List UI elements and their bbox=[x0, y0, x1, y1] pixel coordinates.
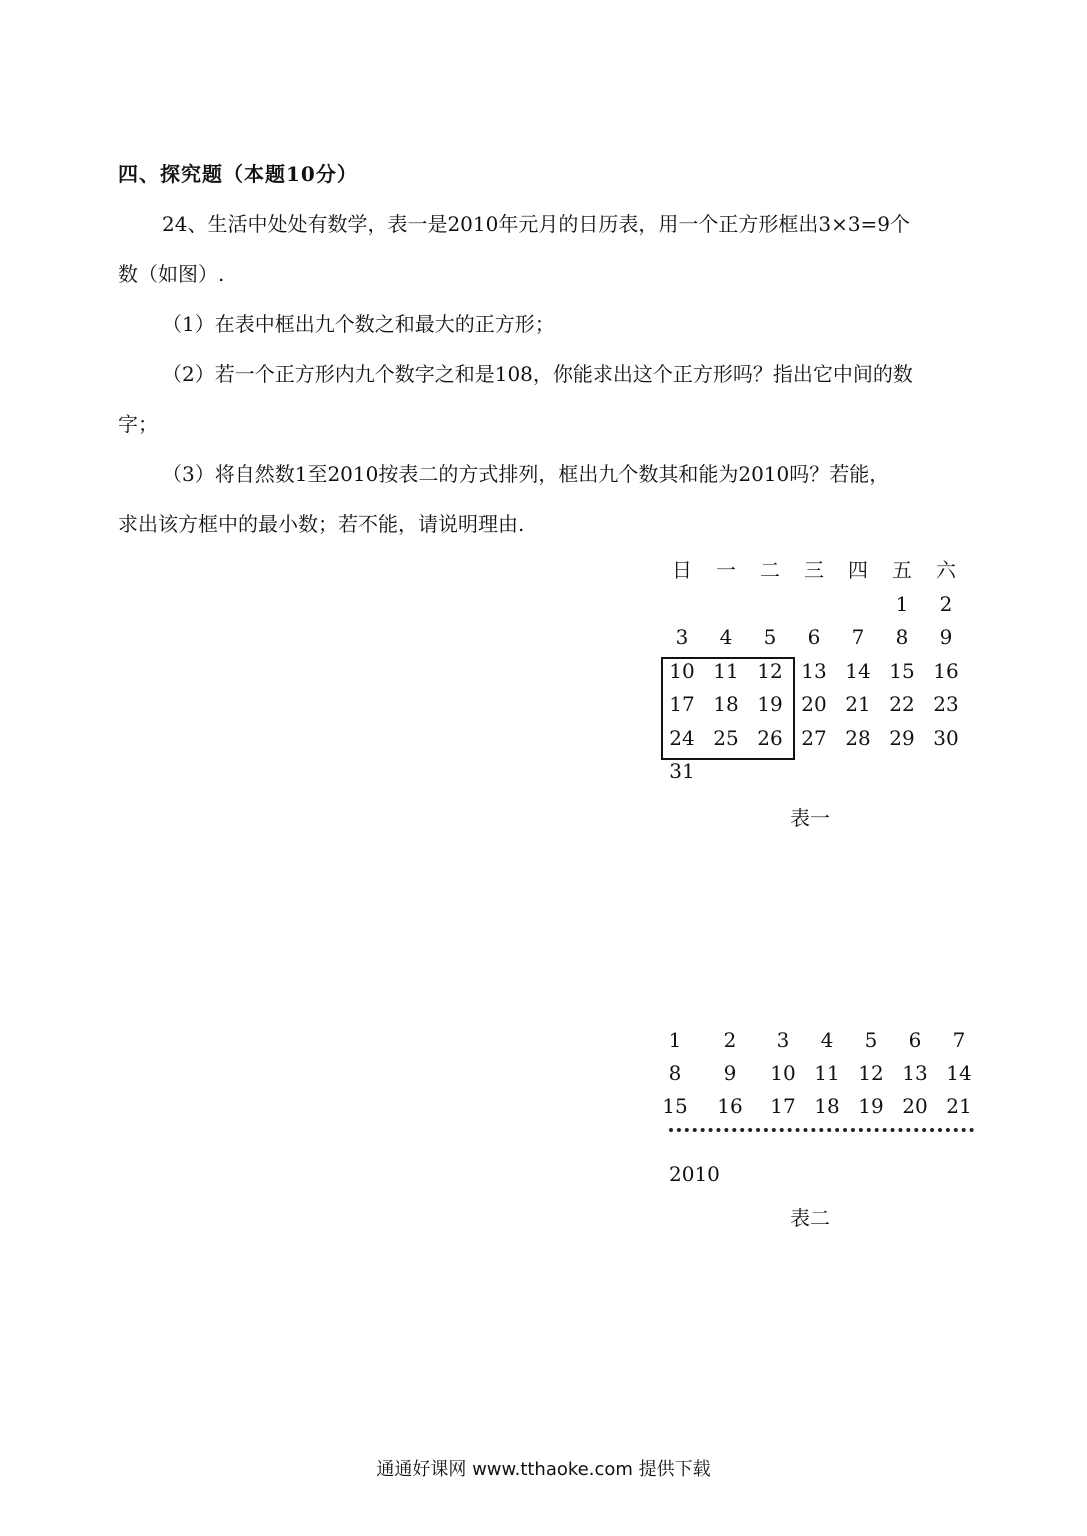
calendar-header-cell: 五 bbox=[892, 558, 912, 582]
calendar-day-cell: 22 bbox=[889, 692, 915, 716]
sub-question-3-line-2: 求出该方框中的最小数；若不能，请说明理由. bbox=[118, 512, 525, 536]
calendar-header-cell: 四 bbox=[848, 558, 868, 582]
table-2-number-cell: 14 bbox=[946, 1061, 972, 1085]
table-2-number-cell: 3 bbox=[776, 1028, 790, 1052]
table-2-number-cell: 7 bbox=[952, 1028, 966, 1052]
table-2-number-cell: 19 bbox=[858, 1094, 884, 1118]
calendar-day-cell: 13 bbox=[801, 658, 827, 683]
calendar-day-cell: 19 bbox=[757, 692, 783, 716]
calendar-header-cell: 六 bbox=[936, 558, 956, 582]
calendar-day-cell: 23 bbox=[933, 692, 959, 716]
calendar-header-cell: 三 bbox=[804, 558, 824, 582]
calendar-day-cell: 11 bbox=[713, 658, 739, 683]
calendar-day-cell: 25 bbox=[713, 725, 739, 750]
calendar-day-cell: 10 bbox=[669, 658, 695, 683]
calendar-header-cell: 二 bbox=[760, 558, 780, 582]
calendar-header-cell: 日 bbox=[672, 558, 692, 582]
sub-question-3-line-1: （3）将自然数1至2010按表二的方式排列，框出九个数其和能为2010吗？若能， bbox=[162, 462, 890, 486]
calendar-day-cell: 28 bbox=[845, 725, 871, 750]
calendar-day-cell: 9 bbox=[939, 625, 953, 649]
sub-question-2-line-1: （2）若一个正方形内九个数字之和是108，你能求出这个正方形吗？指出它中间的数 bbox=[162, 362, 913, 386]
table-2-number-cell: 21 bbox=[946, 1094, 972, 1118]
calendar-day-cell: 1 bbox=[895, 591, 909, 616]
table-2-number-cell: 5 bbox=[864, 1028, 878, 1052]
calendar-day-cell: 24 bbox=[669, 725, 695, 750]
calendar-day-cell: 31 bbox=[669, 759, 695, 783]
calendar-day-cell: 5 bbox=[763, 625, 777, 649]
table-2-caption: 表二 bbox=[790, 1206, 830, 1230]
ellipsis-dotted-line bbox=[669, 1128, 974, 1132]
calendar-day-cell: 4 bbox=[719, 625, 733, 649]
calendar-day-cell: 18 bbox=[713, 692, 739, 716]
table-2-number-cell: 18 bbox=[814, 1094, 840, 1118]
footer-source: 通通好课网 www.tthaoke.com 提供下载 bbox=[376, 1459, 711, 1480]
calendar-day-cell: 7 bbox=[851, 625, 865, 649]
calendar-day-cell: 6 bbox=[807, 625, 821, 649]
table-2-number-cell: 16 bbox=[717, 1094, 743, 1118]
section-title: 四、探究题（本题10分） bbox=[118, 162, 358, 186]
calendar-day-cell: 27 bbox=[801, 725, 827, 750]
table-2-number-cell: 6 bbox=[908, 1028, 922, 1052]
calendar-day-cell: 29 bbox=[889, 725, 915, 750]
calendar-day-cell: 30 bbox=[933, 725, 959, 750]
calendar-day-cell: 17 bbox=[669, 692, 695, 716]
table-1-caption: 表一 bbox=[790, 806, 830, 830]
calendar-day-cell: 20 bbox=[801, 692, 827, 716]
calendar-day-cell: 15 bbox=[889, 658, 915, 683]
question-line-2: 数（如图）. bbox=[118, 262, 225, 286]
calendar-day-cell: 2 bbox=[939, 591, 953, 616]
table-2-number-cell: 2 bbox=[723, 1028, 737, 1052]
calendar-day-cell: 12 bbox=[757, 658, 783, 683]
table-2-number-cell: 20 bbox=[902, 1094, 928, 1118]
question-line-1: 24、生活中处处有数学，表一是2010年元月的日历表，用一个正方形框出3×3=9个 bbox=[162, 212, 911, 236]
table-2-number-cell: 17 bbox=[770, 1094, 796, 1118]
table-2-number-cell: 1 bbox=[668, 1028, 682, 1052]
table-2-number-cell: 10 bbox=[770, 1061, 796, 1085]
table-2-number-cell: 12 bbox=[858, 1061, 884, 1085]
calendar-header-cell: 一 bbox=[716, 558, 736, 582]
table-2-number-cell: 8 bbox=[668, 1061, 682, 1085]
sub-question-1: （1）在表中框出九个数之和最大的正方形； bbox=[162, 312, 555, 336]
table-2-number-cell: 15 bbox=[662, 1094, 688, 1118]
sub-question-2-line-2: 字； bbox=[118, 412, 158, 436]
table-2-number-cell: 4 bbox=[820, 1028, 834, 1052]
calendar-day-cell: 16 bbox=[933, 658, 959, 683]
calendar-day-cell: 14 bbox=[845, 658, 871, 683]
calendar-day-cell: 26 bbox=[757, 725, 783, 750]
table-2-number-cell: 9 bbox=[723, 1061, 737, 1085]
calendar-day-cell: 21 bbox=[845, 692, 871, 716]
table-2-number-cell: 13 bbox=[902, 1061, 928, 1085]
table-2-number-cell: 11 bbox=[814, 1061, 840, 1085]
calendar-day-cell: 3 bbox=[675, 625, 689, 649]
table-2-last-number: 2010 bbox=[669, 1162, 720, 1186]
calendar-day-cell: 8 bbox=[895, 625, 909, 649]
selection-square-frame bbox=[661, 657, 795, 760]
